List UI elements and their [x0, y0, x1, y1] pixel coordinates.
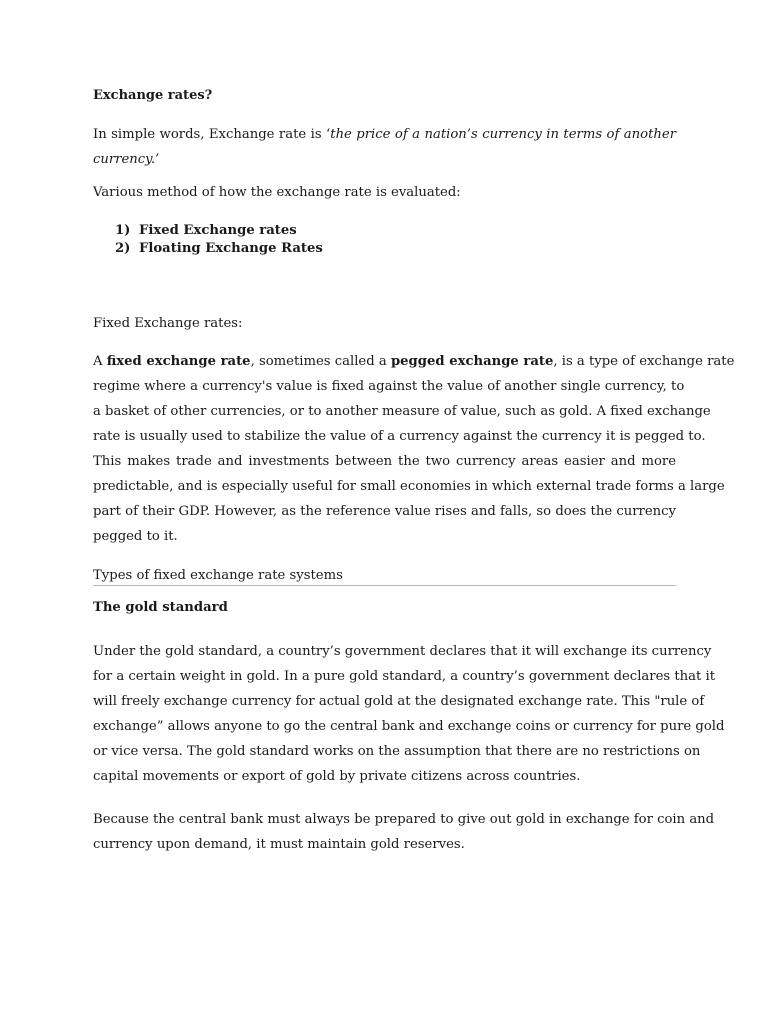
list-number: 1) [115, 223, 131, 238]
term-fixed-exchange-rate: fixed exchange rate [106, 354, 251, 369]
paragraph-line: predictable, and is especially useful for small economies in which external trade forms a large [93, 479, 725, 494]
intro-definition-italic: currency.’ [93, 152, 160, 167]
definition-paragraph [93, 349, 735, 549]
list-number: 2) [115, 241, 131, 256]
paragraph-line: Because the central bank must always be prepared to give out gold in exchange for coin and [93, 812, 715, 827]
gold-standard-paragraph [93, 639, 725, 789]
types-heading: Types of fixed exchange rate systems [93, 568, 676, 586]
paragraph-line: capital movements or export of gold by private citizens across countries. [93, 769, 581, 784]
paragraph-line: part of their GDP. However, as the reference value rises and falls, so does the currency [93, 504, 676, 519]
text-run: , is a type of exchange rate [553, 354, 735, 369]
list-label: Fixed Exchange rates [139, 223, 297, 238]
paragraph-line: for a certain weight in gold. In a pure gold standard, a country’s government declares that it [93, 669, 716, 684]
term-pegged-exchange-rate: pegged exchange rate [390, 354, 554, 369]
document-title: Exchange rates? [93, 88, 213, 103]
paragraph-line: will freely exchange currency for actual gold at the designated exchange rate. This "rule of [93, 694, 705, 709]
intro-paragraph [93, 122, 676, 172]
fixed-rates-heading: Fixed Exchange rates: [93, 316, 243, 331]
paragraph-line: Under the gold standard, a country’s government declares that it will exchange its currency [93, 644, 712, 659]
list-item [115, 240, 323, 258]
paragraph-line: currency upon demand, it must maintain gold reserves. [93, 837, 465, 852]
list-label: Floating Exchange Rates [139, 241, 323, 256]
paragraph-line: This makes trade and investments between the two currency areas easier and more [93, 454, 676, 469]
intro-definition-italic: the price of a nation’s currency in terms of another [330, 127, 676, 142]
text-run: , sometimes called a [250, 354, 391, 369]
intro-text: In simple words, Exchange rate is ‘ [93, 127, 331, 142]
list-item [115, 222, 323, 240]
paragraph-line: exchange” allows anyone to go the central bank and exchange coins or currency for pure gold [93, 719, 725, 734]
paragraph-line: pegged to it. [93, 529, 178, 544]
gold-standard-heading: The gold standard [93, 600, 228, 615]
text-run: A [93, 354, 107, 369]
paragraph-line: rate is usually used to stabilize the value of a currency against the currency it is pegged to. [93, 429, 706, 444]
paragraph-line: regime where a currency's value is fixed against the value of another single currency, to [93, 379, 685, 394]
intro-line [93, 147, 676, 172]
methods-list [115, 222, 323, 258]
intro-line [93, 122, 676, 147]
gold-reserves-paragraph [93, 807, 715, 857]
methods-intro: Various method of how the exchange rate is evaluated: [93, 185, 461, 200]
paragraph-line: a basket of other currencies, or to another measure of value, such as gold. A fixed exchange [93, 404, 711, 419]
paragraph-line [93, 349, 735, 374]
paragraph-line: or vice versa. The gold standard works on the assumption that there are no restrictions on [93, 744, 701, 759]
